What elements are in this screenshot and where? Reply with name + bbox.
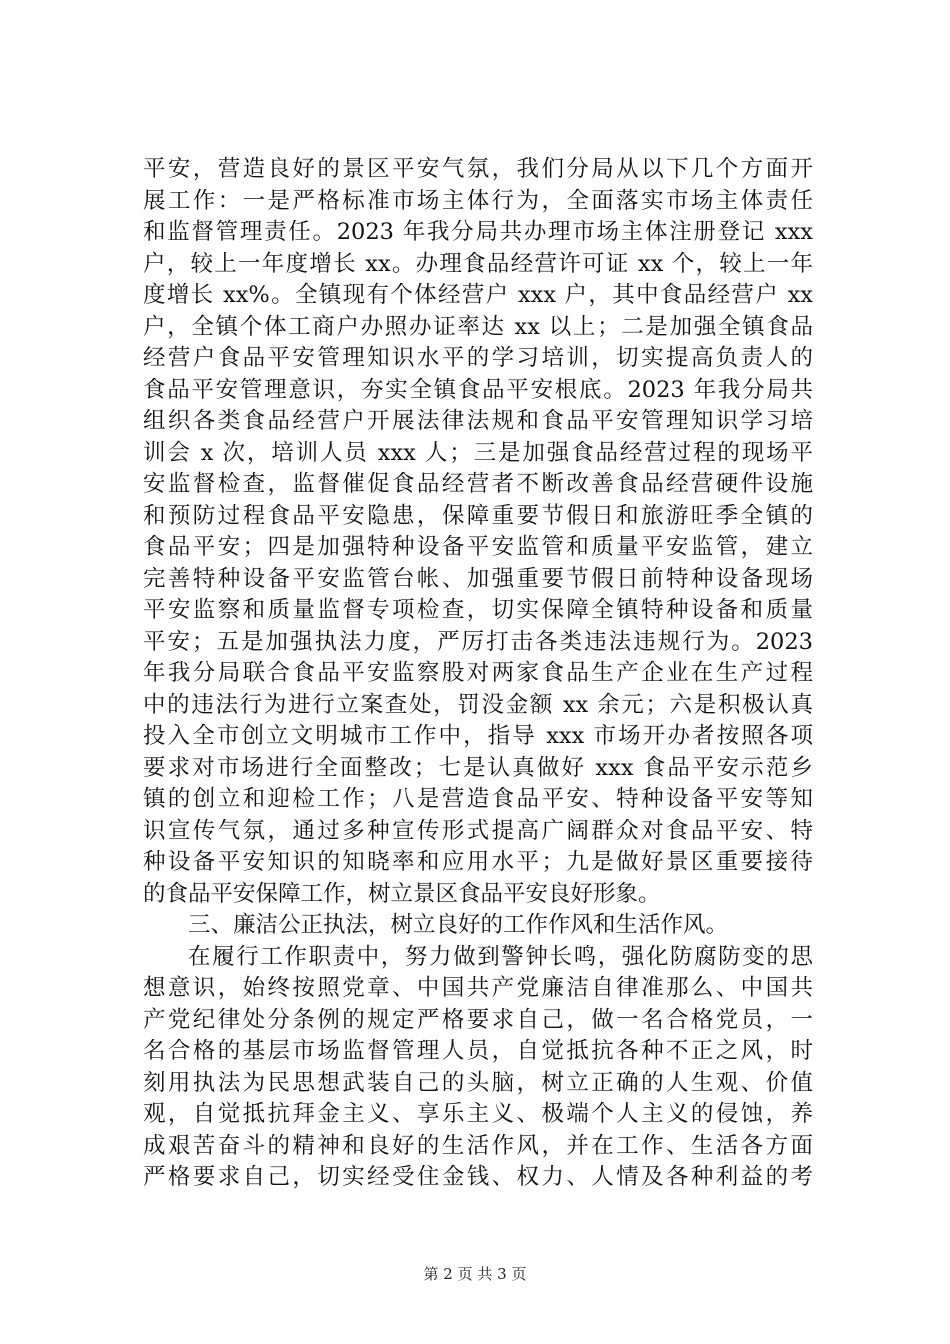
body-text [143,154,813,1194]
text-line: 名合格的基层市场监督管理人员，自觉抵抗各种不正之风，时 [143,1038,813,1064]
paragraph-2 [143,942,813,1194]
text-line: 食品平安；四是加强特种设备平安监管和质量平安监管，建立 [143,534,813,560]
text-line: 严格要求自己，切实经受住金钱、权力、人情及各种利益的考 [143,1164,813,1190]
text-line: 户，较上一年度增长 xx。办理食品经营许可证 xx 个，较上一年 [143,250,813,277]
text-line: 镇的创立和迎检工作；八是营造食品平安、特种设备平安等知 [143,786,813,812]
text-line: 成艰苦奋斗的精神和良好的生活作风，并在工作、生活各方面 [143,1132,813,1159]
text-line: 中的违法行为进行立案查处，罚没金额 xx 余元；六是积极认真 [143,691,813,718]
text-line: 平安监察和质量监督专项检查，切实保障全镇特种设备和质量 [143,597,813,623]
page-footer [0,1264,950,1284]
text-line: 组织各类食品经营户开展法律法规和食品平安管理知识学习培 [143,408,813,434]
text-line: 户，全镇个体工商户办照办证率达 xx 以上；二是加强全镇食品 [143,313,813,340]
text-line: 度增长 xx%。全镇现有个体经营户 xxx 户，其中食品经营户 xx [143,282,813,308]
text-line: 完善特种设备平安监管台帐、加强重要节假日前特种设备现场 [143,565,813,592]
text-line: 食品平安管理意识，夯实全镇食品平安根底。2023 年我分局共 [143,376,813,403]
paragraph-1 [143,154,813,910]
text-line: 识宣传气氛，通过多种宣传形式提高广阔群众对食品平安、特 [143,817,813,844]
text-line: 观，自觉抵抗拜金主义、享乐主义、极端个人主义的侵蚀，养 [143,1101,813,1127]
heading-line: 三、廉洁公正执法，树立良好的工作作风和生活作风。 [188,912,729,938]
text-line: 和监督管理责任。2023 年我分局共办理市场主体注册登记 xxx [143,219,813,245]
text-line: 的食品平安保障工作，树立景区食品平安良好形象。 [143,880,661,907]
text-line: 产党纪律处分条例的规定严格要求自己，做一名合格党员，一 [143,1006,813,1033]
text-line: 和预防过程食品平安隐患，保障重要节假日和旅游旺季全镇的 [143,502,813,529]
text-line: 在履行工作职责中，努力做到警钟长鸣，强化防腐防变的思 [188,943,813,970]
text-line: 展工作：一是严格标准市场主体行为，全面落实市场主体责任 [143,187,813,214]
text-line: 平安；五是加强执法力度，严厉打击各类违法违规行为。2023 [143,628,813,655]
text-line: 平安，营造良好的景区平安气氛，我们分局从以下几个方面开 [143,156,813,182]
text-line: 种设备平安知识的知晓率和应用水平；九是做好景区重要接待 [143,849,813,875]
text-line: 训会 x 次，培训人员 xxx 人；三是加强食品经营过程的现场平 [143,439,813,466]
text-line: 刻用执法为民思想武装自己的头脑，树立正确的人生观、价值 [143,1069,813,1096]
text-line: 安监督检查，监督催促食品经营者不断改善食品经营硬件设施 [143,471,813,497]
page-number-label: 第 2 页 共 3 页 [423,1265,527,1283]
text-line: 想意识，始终按照党章、中国共产党廉洁自律准那么、中国共 [143,975,813,1001]
text-line: 投入全市创立文明城市工作中，指导 xxx 市场开办者按照各项 [143,723,813,749]
text-line: 经营户食品平安管理知识水平的学习培训，切实提高负责人的 [143,345,813,371]
section-heading-3 [143,910,813,942]
text-line: 年我分局联合食品平安监察股对两家食品生产企业在生产过程 [143,660,813,686]
text-line: 要求对市场进行全面整改；七是认真做好 xxx 食品平安示范乡 [143,754,813,781]
